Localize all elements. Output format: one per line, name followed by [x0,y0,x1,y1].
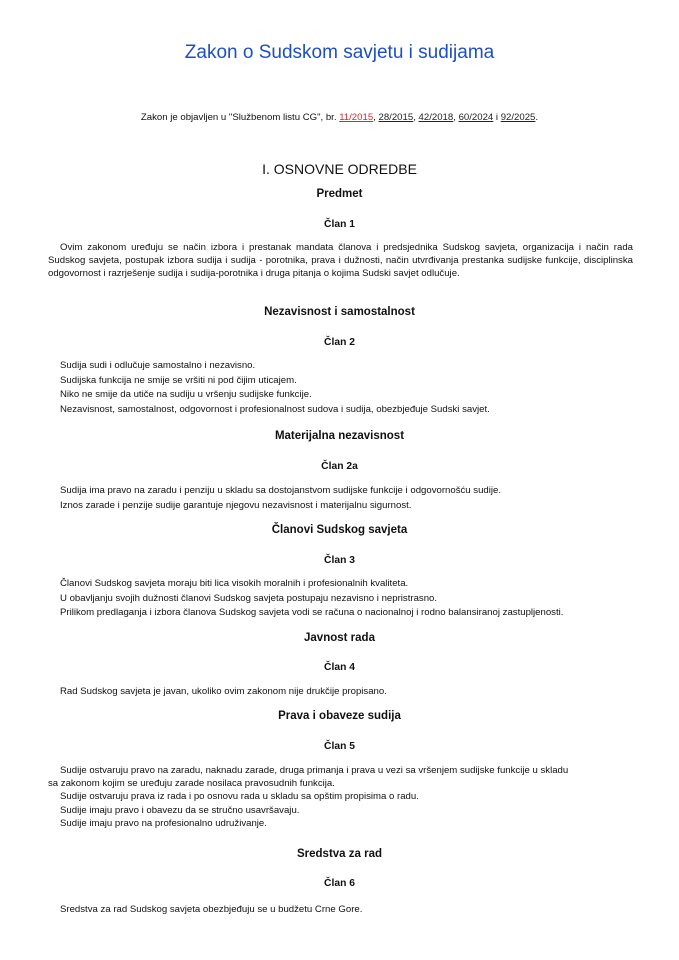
paragraph-line: Prilikom predlaganja i izbora članova Sudskog savjeta vodi se računa o nacionalnoj i rodno balansiranoj zastupljenosti. [60,607,564,619]
publication-prefix: Zakon je objavljen u "Službenom listu CG", br. [140,112,340,123]
paragraph-line: Niko ne smije da utiče na sudiju u vršenju sudijske funkcije. [60,389,312,401]
paragraph-line: Sudijska funkcija ne smije se vršiti ni pod čijim uticajem. [60,374,297,386]
article-label-2a: Član 2a [321,461,358,472]
paragraph-line: Sudije ostvaruju pravo na zaradu, naknadu zarade, druga primanja i prava u vezi sa vršenjem sudijske funkcije u skladu [60,765,569,776]
section-heading-sredstva: Sredstva za rad [296,848,382,860]
paragraph-line: Sudija sudi i odlučuje samostalno i nezavisno. [60,360,256,371]
paragraph-line: sa zakonom kojim se uređuju zarade nosilaca pravosudnih funkcija. [48,778,335,790]
gazette-link-60-2024[interactable]: 60/2024 [458,112,494,123]
article-label-6: Član 6 [324,878,355,889]
section-heading-materijalna: Materijalna nezavisnost [274,430,405,442]
paragraph-line: U obavljanju svojih dužnosti članovi Sudskog savjeta postupaju nezavisno i nepristrasno. [60,592,438,604]
paragraph-line: Rad Sudskog savjeta je javan, ukoliko ovim zakonom nije drukčije propisano. [60,686,387,697]
article-label-5: Član 5 [324,741,355,752]
article-label-4: Član 4 [324,662,355,673]
separator: , [453,112,459,123]
gazette-link-28-2015[interactable]: 28/2015 [378,112,414,123]
document-title: Zakon o Sudskom savjetu i sudijama [184,42,495,63]
section-heading-predmet: Predmet [316,188,363,200]
article-5-lines [48,764,633,830]
gazette-link-11-2015[interactable]: 11/2015 [339,112,374,123]
article-6-lines [60,903,635,918]
paragraph-line: Sredstva za rad Sudskog savjeta obezbjeđuju se u budžetu Crne Gore. [60,904,363,915]
article-4-lines [60,685,635,700]
paragraph-line: Sudije imaju pravo na profesionalno udruživanje. [60,817,267,829]
gazette-link-42-2018[interactable]: 42/2018 [418,112,454,123]
article-label-1: Član 1 [324,219,355,230]
section-heading-nezavisnost: Nezavisnost i samostalnost [264,306,415,318]
section-heading-javnost: Javnost rada [304,632,375,644]
section-heading-clanovi: Članovi Sudskog savjeta [271,524,408,536]
article-1-text: Ovim zakonom uređuju se način izbora i prestanak mandata članova i predsjednika Sudskog savjeta, organizacija i način rada Sudskog savjeta, postupak izbora sudija i sudija - porotnika, prava i dužnosti, način utvrđivanja prestanka sudijske funkcije, disciplinska odgovornost i razrješenje sudija i sudija-porotnika i druga pitanja o kojima Sudski savjet odlučuje. [48,242,633,280]
separator: , [413,112,419,123]
paragraph-line: Iznos zarade i penzije sudije garantuje njegovu nezavisnost i materijalnu sigurnost. [60,499,412,511]
paragraph-line: Sudije imaju pravo i obavezu da se stručno usavršavaju. [60,804,300,816]
paragraph-line: Sudija ima pravo na zaradu i penziju u skladu sa dostojanstvom sudijske funkcije i odgovornošću sudije. [60,485,502,496]
chapter-heading: I. OSNOVNE ODREDBE [262,161,417,177]
article-label-2: Član 2 [324,337,355,348]
publication-line [0,112,679,123]
article-3-lines [60,577,635,621]
article-2-lines [60,359,635,417]
separator: , [373,112,379,123]
paragraph-line: Nezavisnost, samostalnost, odgovornost i profesionalnost sudova i sudija, obezbjeđuje Sudski savjet. [60,403,490,415]
article-2a-lines [60,484,635,513]
section-heading-prava: Prava i obaveze sudija [278,710,401,722]
separator: i [493,112,501,123]
separator: . [535,112,539,123]
paragraph-line: Sudije ostvaruju prava iz rada i po osnovu rada u skladu sa opštim propisima o radu. [60,791,419,803]
gazette-link-92-2025[interactable]: 92/2025 [500,112,536,123]
paragraph-line: Članovi Sudskog savjeta moraju biti lica visokih moralnih i profesionalnih kvaliteta. [60,578,409,589]
article-label-3: Član 3 [324,555,355,566]
